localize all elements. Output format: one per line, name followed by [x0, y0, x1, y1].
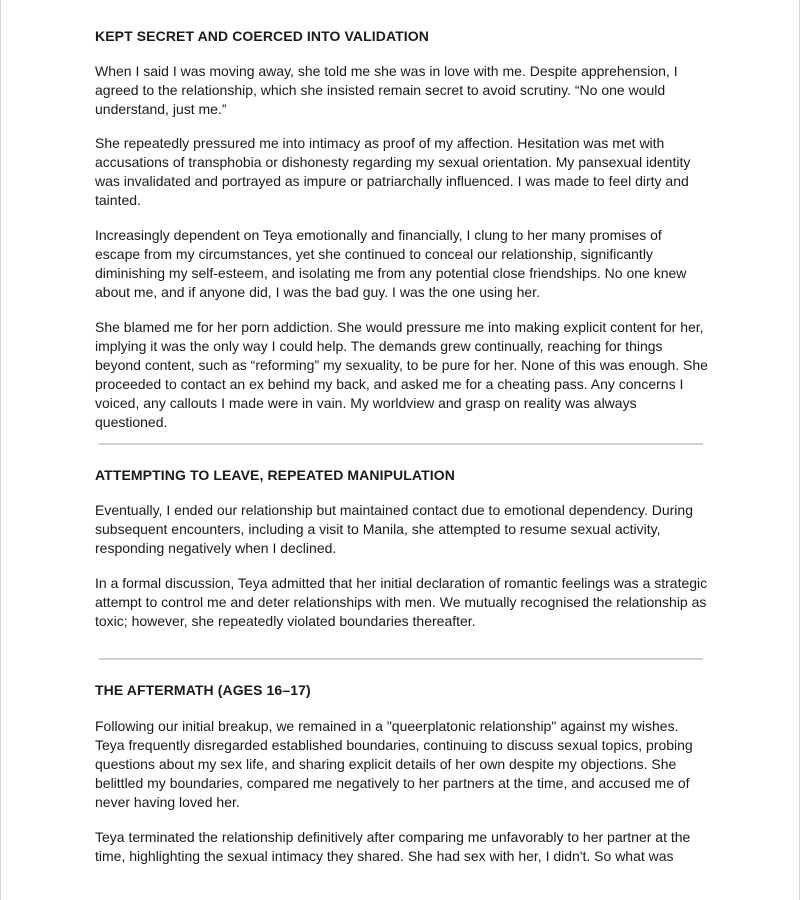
- document-content: [95, 28, 709, 866]
- section-heading-aftermath: THE AFTERMATH (AGES 16–17): [95, 682, 311, 698]
- paragraph: Increasingly dependent on Teya emotionally and financially, I clung to her many promises of escape from my circumstances, yet she continued to conceal our relationship, significantly diminishing my self-esteem, and isolating me from any potential close friendships. No one knew about me, and if anyone did, I was the bad guy. I was the one using her.: [95, 227, 687, 300]
- paragraph: In a formal discussion, Teya admitted that her initial declaration of romantic feelings was a strategic attempt to control me and deter relationships with men. We mutually recognised the relationship as toxic; however, she repeatedly violated boundaries thereafter.: [95, 575, 708, 629]
- paragraph: Following our initial breakup, we remained in a "queerplatonic relationship" against my wishes. Teya frequently disregarded established boundaries, continuing to discuss sexual topics, probing questions about my sex life, and sharing explicit details of her own despite my objections. She belittled my boundaries, compared me negatively to her partners at the time, and accused me of never having loved her.: [95, 718, 693, 810]
- paragraph: When I said I was moving away, she told me she was in love with me. Despite apprehension, I agreed to the relationship, which she insisted remain secret to avoid scrutiny. “No one would understand, just me.”: [95, 63, 678, 117]
- section-heading-attempting-to-leave: ATTEMPTING TO LEAVE, REPEATED MANIPULATION: [95, 467, 455, 483]
- paragraph: She repeatedly pressured me into intimacy as proof of my affection. Hesitation was met with accusations of transphobia or dishonesty regarding my sexual orientation. My pansexual identity was invalidated and portrayed as impure or patriarchally influenced. I was made to feel dirty and tainted.: [95, 135, 691, 208]
- paragraph: Eventually, I ended our relationship but maintained contact due to emotional dependency. During subsequent encounters, including a visit to Manila, she attempted to resume sexual activity, responding negatively when I declined.: [95, 502, 693, 556]
- section-heading-kept-secret: KEPT SECRET AND COERCED INTO VALIDATION: [95, 28, 429, 44]
- paragraph: She blamed me for her porn addiction. She would pressure me into making explicit content for her, implying it was the only way I could help. The demands grew continually, reaching for things beyond content, such as “reforming” my sexuality, to be pure for her. None of this was enough. She proceeded to contact an ex behind my back, and asked me for a cheating pass. Any concerns I voiced, any callouts I made were in vain. My worldview and grasp on reality was always questioned.: [95, 319, 708, 430]
- paragraph: Teya terminated the relationship definitively after comparing me unfavorably to her partner at the time, highlighting the sexual intimacy they shared. She had sex with her, I didn't. So what was: [95, 829, 691, 864]
- section-divider: [99, 443, 703, 445]
- section-divider: [99, 658, 703, 660]
